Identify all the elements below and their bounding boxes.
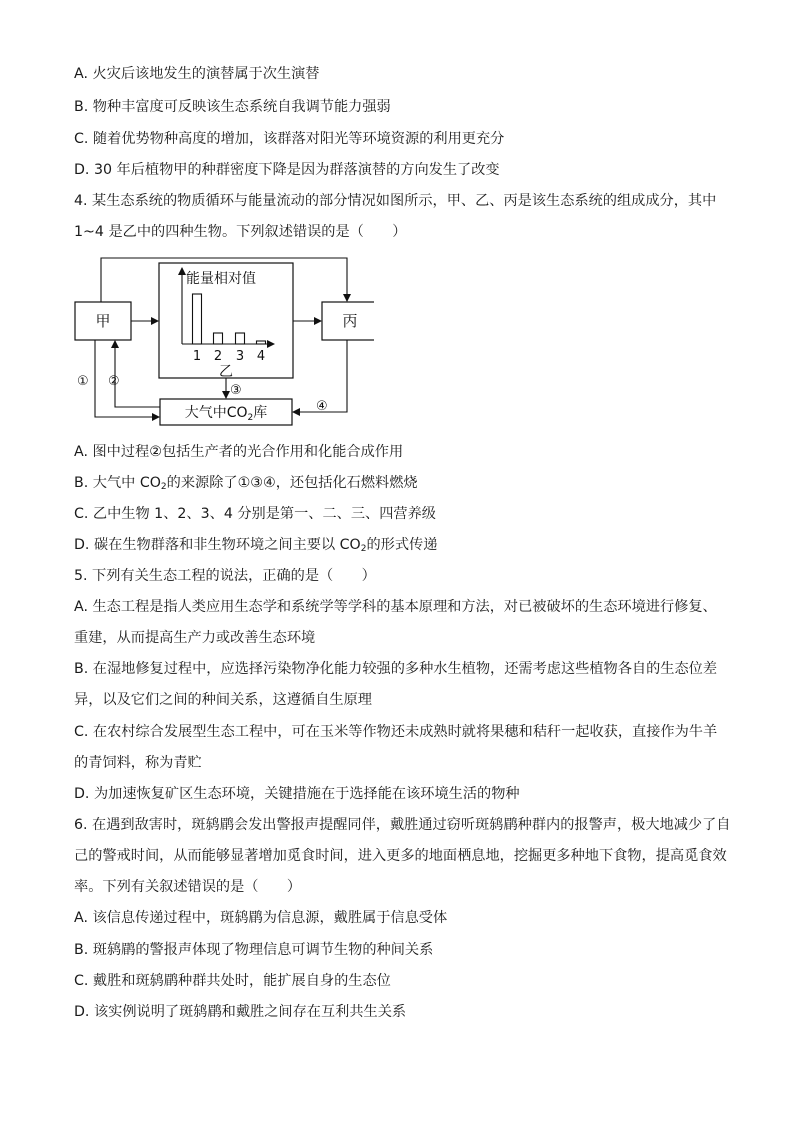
- q5-option-a-line2: 重建，从而提高生产力或改善生态环境: [74, 630, 316, 646]
- q6-stem-line1: 6. 在遇到敌害时，斑鸫鹛会发出警报声提醒同伴，戴胜通过窃听斑鸫鹛种群内的报警声，极大地减少了自: [74, 817, 731, 833]
- box-co2-label: 大气中$CO_2$库: [184, 405, 268, 423]
- carbon-cycle-diagram: [74, 254, 374, 429]
- q5-option-a-line1: A. 生态工程是指人类应用生态学和系统学等学科的基本原理和方法，对已被破坏的生态环境进行修复、: [74, 599, 717, 615]
- q6-option-d: D. 该实例说明了斑鸫鹛和戴胜之间存在互利共生关系: [74, 1004, 407, 1020]
- q3-option-d: D. 30 年后植物甲的种群密度下降是因为群落演替的方向发生了改变: [74, 162, 500, 178]
- arrow-1-jia-to-co2: [95, 340, 159, 417]
- q5-stem: 5. 下列有关生态工程的说法，正确的是（ ）: [74, 568, 376, 584]
- bar-label-3: 3: [235, 349, 245, 364]
- box-jia-label: 甲: [95, 312, 111, 330]
- arrow-2-co2-to-jia: [115, 341, 160, 407]
- q4-stem-line2: 1~4 是乙中的四种生物。下列叙述错误的是（ ）: [74, 224, 407, 240]
- box-bing-label: 丙: [342, 312, 358, 330]
- q4-stem-line1: 4. 某生态系统的物质循环与能量流动的部分情况如图所示，甲、乙、丙是该生态系统的组成成分，其中: [74, 193, 717, 209]
- q6-stem-line2: 己的警戒时间，从而能够显著增加觅食时间，进入更多的地面栖息地，挖掘更多种地下食物，提高觅食效: [74, 848, 727, 864]
- arrow-3-label: ③: [230, 383, 242, 398]
- q4-option-a: A. 图中过程②包括生产者的光合作用和化能合成作用: [74, 444, 404, 460]
- energy-bar-3: [236, 333, 245, 344]
- energy-bar-2: [214, 333, 223, 344]
- q6-option-a: A. 该信息传递过程中，斑鸫鹛为信息源，戴胜属于信息受体: [74, 910, 448, 926]
- chart-title: 能量相对值: [186, 271, 256, 287]
- bar-label-2: 2: [213, 349, 223, 364]
- q3-option-a: A. 火灾后该地发生的演替属于次生演替: [74, 66, 320, 82]
- q3-option-b: B. 物种丰富度可反映该生态系统自我调节能力强弱: [74, 99, 391, 115]
- bar-label-1: 1: [192, 349, 202, 364]
- bar-label-4: 4: [256, 349, 266, 364]
- q4-option-d: D. 碳在生物群落和非生物环境之间主要以 $CO_2$的形式传递: [74, 537, 438, 554]
- q5-option-c-line1: C. 在农村综合发展型生态工程中，可在玉米等作物还未成熟时就将果穗和秸秆一起收获，直接作为牛羊: [74, 724, 718, 740]
- q3-option-c: C. 随着优势物种高度的增加，该群落对阳光等环境资源的利用更充分: [74, 131, 505, 147]
- q4-option-c: C. 乙中生物 1、2、3、4 分别是第一、二、三、四营养级: [74, 506, 436, 522]
- energy-bar-1: [193, 294, 202, 344]
- chart-label-yi: 乙: [219, 364, 233, 380]
- arrow-4-label: ④: [316, 399, 328, 414]
- q6-stem-line3: 率。下列有关叙述错误的是（ ）: [74, 879, 302, 895]
- energy-bar-4: [257, 341, 266, 344]
- q5-option-b-line1: B. 在湿地修复过程中，应选择污染物净化能力较强的多种水生植物，还需考虑这些植物各自的生态位差: [74, 661, 718, 677]
- arrow-1-label: ①: [77, 374, 89, 389]
- q6-option-b: B. 斑鸫鹛的警报声体现了物理信息可调节生物的种间关系: [74, 942, 434, 958]
- arrow-2-label: ②: [108, 374, 120, 389]
- q4-option-b: B. 大气中 $CO_2$的来源除了①③④，还包括化石燃料燃烧: [74, 475, 418, 492]
- q5-option-b-line2: 异，以及它们之间的种间关系，这遵循自生原理: [74, 692, 372, 708]
- q5-option-d: D. 为加速恢复矿区生态环境，关键措施在于选择能在该环境生活的物种: [74, 786, 520, 802]
- q5-option-c-line2: 的青饲料，称为青贮: [74, 755, 202, 771]
- q6-option-c: C. 戴胜和斑鸫鹛种群共处时，能扩展自身的生态位: [74, 973, 391, 989]
